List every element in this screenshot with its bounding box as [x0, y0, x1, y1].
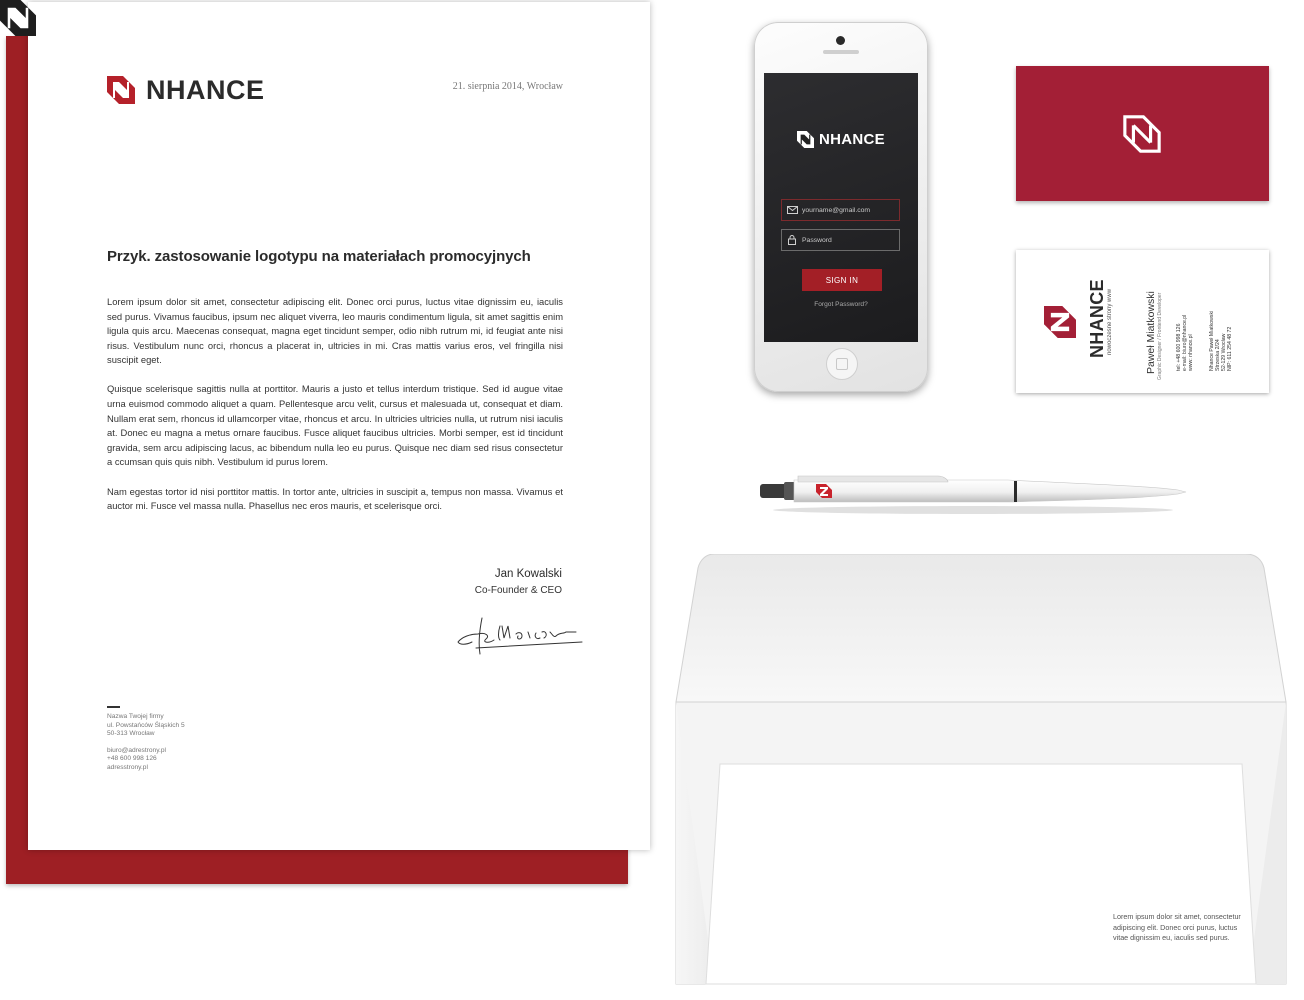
- letter-heading: Przyk. zastosowanie logotypu na materiałach promocyjnych: [107, 248, 531, 265]
- card-contact-block: [1176, 315, 1194, 371]
- nhance-logo-icon: [1044, 306, 1076, 338]
- letterhead-sheet: [28, 2, 650, 850]
- card-address-block: [1209, 311, 1233, 371]
- letter-paragraph: Lorem ipsum dolor sit amet, consectetur adipiscing elit. Donec orci purus, luctus vitae dignissim eu, iaculis sed purus. Vivamus faucibus, ipsum nec aliquet viverra, leo mauris condimentum ligula, sit amet sagittis enim ligula quis arcu. Maecenas consequat, magna eget tincidunt semper, odio nibh rutrum mi, id feugiat ante nisi risus. Vestibulum nunc orci, rhoncus a placerat in, ultricies in mi. Cras mattis varius eros, vel fringilla nisi suscipit eget.: [107, 296, 563, 366]
- signer-role: Co-Founder & CEO: [474, 585, 562, 596]
- letterhead-brand-name: NHANCE: [146, 75, 265, 105]
- earpiece-speaker: [823, 50, 859, 54]
- footer-street: ul. Powstańców Śląskich 5: [107, 721, 185, 729]
- password-placeholder: Password: [802, 236, 832, 244]
- app-brand-name: NHANCE: [819, 131, 885, 148]
- signer-name: Jan Kowalski: [494, 568, 562, 580]
- handwritten-signature: [456, 612, 586, 657]
- card-address-line: 52-129 Wrocław: [1221, 333, 1227, 371]
- card-tagline: nowoczesne strony www: [1107, 288, 1113, 355]
- branded-pen: [758, 466, 1188, 516]
- letter-footer: [107, 713, 185, 773]
- card-contact-line: tel: +48 600 998 126: [1176, 323, 1182, 371]
- card-address-line: NIP: 611 254 48 72: [1227, 326, 1233, 371]
- business-card-back: [1016, 250, 1269, 393]
- envelope-logo-icon: [0, 0, 36, 36]
- card-address-line: Nhance Paweł Miatkowski: [1209, 310, 1215, 371]
- card-address-line: Strzeska 2/24: [1215, 339, 1221, 371]
- nhance-logo-icon: [797, 131, 814, 148]
- home-button[interactable]: [826, 348, 858, 380]
- envelope-icon: [782, 206, 802, 214]
- forgot-password-link[interactable]: Forgot Password?: [814, 301, 868, 308]
- phone-screen: [764, 73, 918, 342]
- card-contact-line: e-mail: biuro@nhance.pl: [1182, 314, 1188, 371]
- smartphone-mockup: [754, 22, 928, 392]
- footer-divider: [107, 706, 120, 708]
- letter-body: [107, 295, 563, 528]
- card-brand-name: NHANCE: [1087, 279, 1107, 358]
- letterhead-logo: [107, 75, 265, 105]
- letter-paragraph: Quisque scelerisque sagittis nulla at porttitor. Mauris a justo et tellus interdum tristique. Sed id augue vitae urna euismod commodo aliquet a quam. Pellentesque arcu velit, cursus et malesuada ut, consequat et diam. Nullam erat sem, rhoncus id ullamcorper vitae, rhoncus et arcu. In ultricies ultricies nulla, ut rutrum nisi iaculis at. Donec eu magna a metus ornare faucibus. Fusce aliquet faucibus ultricies. Morbi semper, est id tincidunt gravida, sem arcu adipiscing lacus, ac bibendum nulla leo eu purus. Quisque nec diam sed risus consectetur a ccumsan quis quis nibh. Vestibulum id purus lorem.: [107, 383, 563, 468]
- letter-date: 21. sierpnia 2014, Wrocław: [452, 81, 563, 92]
- front-camera: [836, 36, 845, 45]
- nhance-logo-icon: [107, 76, 135, 104]
- sign-in-button[interactable]: SIGN IN: [802, 269, 882, 291]
- lock-icon: [782, 235, 802, 245]
- password-field[interactable]: [781, 229, 900, 251]
- nhance-logo-icon: [1122, 114, 1162, 154]
- card-person-role: Graphic Designer / Frontend Developer: [1157, 292, 1163, 380]
- business-card-front: [1016, 66, 1269, 201]
- envelope-text: Lorem ipsum dolor sit amet, consectetur adipiscing elit. Donec orci purus, luctus vitae dignissim eu, iaculis sed purus.: [1113, 912, 1241, 942]
- app-logo: [764, 131, 918, 148]
- footer-city: 50-313 Wrocław: [107, 730, 155, 738]
- footer-email: biuro@adrestrony.pl: [107, 746, 166, 754]
- footer-phone: +48 600 998 126: [107, 755, 157, 763]
- footer-company: Nazwa Twojej firmy: [107, 713, 164, 720]
- card-person-name: Paweł Miatkowski: [1145, 291, 1157, 374]
- footer-web: adresstrony.pl: [107, 763, 148, 771]
- card-contact-line: www: nhance.pl: [1188, 334, 1194, 371]
- email-field[interactable]: [781, 199, 900, 221]
- letter-paragraph: Nam egestas tortor id nisi porttitor mattis. In tortor ante, ultricies in suscipit a, tempus non massa. Vivamus et auctor mi. Fusce vel massa nulla. Phasellus nec eros mauris, et scelerisque orci.: [107, 485, 563, 512]
- email-placeholder: yourname@gmail.com: [802, 206, 871, 214]
